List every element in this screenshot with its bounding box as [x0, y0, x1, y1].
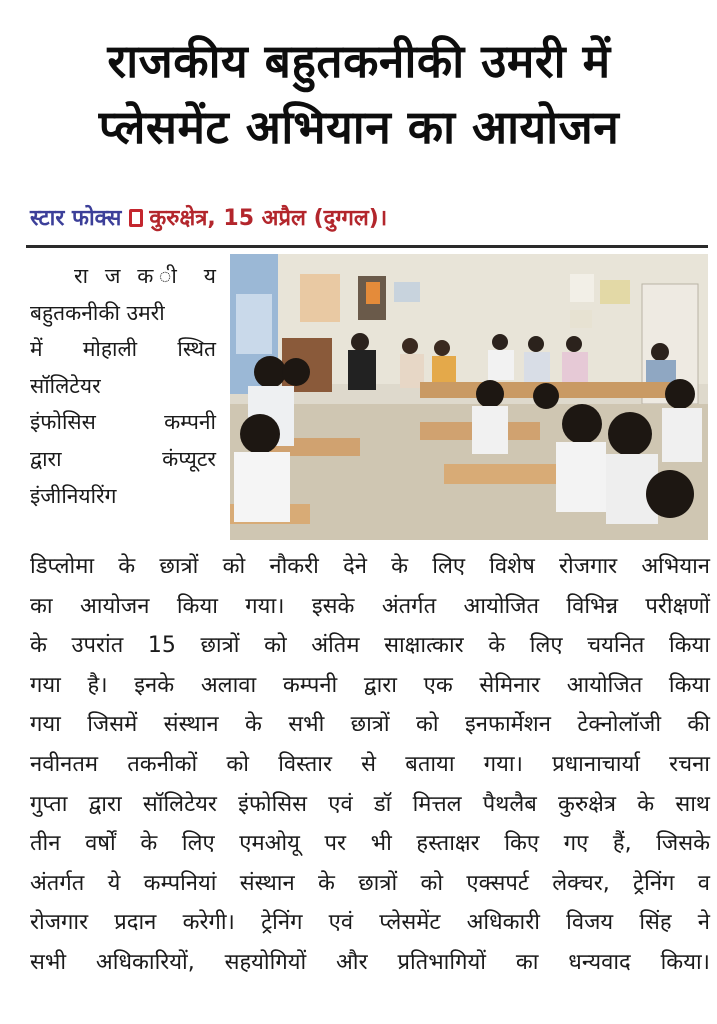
article-line: द्वारा कंप्यूटर	[30, 446, 216, 471]
classroom-photo-illustration	[230, 254, 708, 540]
article-line: नवीनतम तकनीकों को विस्तार से बताया गया। प्रधानाचार्या रचना	[30, 751, 710, 777]
article-line: के उपरांत 15 छात्रों को अंतिम साक्षात्कार के लिए चयनित किया	[30, 633, 710, 659]
headline	[14, 28, 704, 160]
byline	[30, 204, 710, 234]
article-narrow-column	[30, 258, 216, 514]
byline-dateline: कुरुक्षेत्र, 15 अप्रैल (दुग्गल)।	[149, 206, 388, 231]
byline-source: स्टार फोक्स	[30, 206, 122, 231]
article-line: अंतर्गत ये कम्पनियां संस्थान के छात्रों को एक्सपर्ट लेक्चर, ट्रेनिंग व	[30, 870, 710, 896]
square-outline-icon	[129, 209, 143, 227]
article-line: का आयोजन किया गया। इसके अंतर्गत आयोजित विभिन्न परीक्षणों	[30, 593, 710, 619]
article-line: इंजीनियरिंग	[30, 483, 117, 508]
article-line: गया जिसमें संस्थान के सभी छात्रों को इनफार्मेशन टेक्नोलॉजी की	[30, 712, 710, 738]
article-line: रा ज क ी य	[74, 264, 216, 288]
article-line: में मोहाली स्थित	[30, 337, 216, 362]
article-line: इंफोसिस कम्पनी	[30, 410, 216, 435]
article-line: रोजगार प्रदान करेगी। ट्रेनिंग एवं प्लेसमेंट अधिकारी विजय सिंह ने	[30, 910, 710, 936]
article-line: गया है। इनके अलावा कम्पनी द्वारा एक सेमिनार आयोजित किया	[30, 672, 710, 698]
header-rule	[26, 245, 708, 248]
article-line: तीन वर्षों के लिए एमओयू पर भी हस्ताक्षर किए गए हैं, जिसके	[30, 831, 710, 857]
article-line: डिप्लोमा के छात्रों को नौकरी देने के लिए विशेष रोजगार अभियान	[30, 554, 710, 579]
article-line: सॉलिटेयर	[30, 373, 101, 398]
article-wide-column	[30, 547, 710, 983]
article-line: सभी अधिकारियों, सहयोगियों और प्रतिभागियों का धन्यवाद किया।	[30, 949, 710, 975]
headline-line-1: राजकीय बहुतकनीकी उमरी में	[107, 34, 611, 88]
article-line: गुप्ता द्वारा सॉलिटेयर इंफोसिस एवं डॉ मित्तल पैथलैब कुरुक्षेत्र के साथ	[30, 791, 710, 817]
headline-line-2: प्लेसमेंट अभियान का आयोजन	[98, 100, 620, 154]
article-line: बहुतकनीकी उमरी	[30, 300, 165, 325]
news-photo	[230, 254, 708, 540]
